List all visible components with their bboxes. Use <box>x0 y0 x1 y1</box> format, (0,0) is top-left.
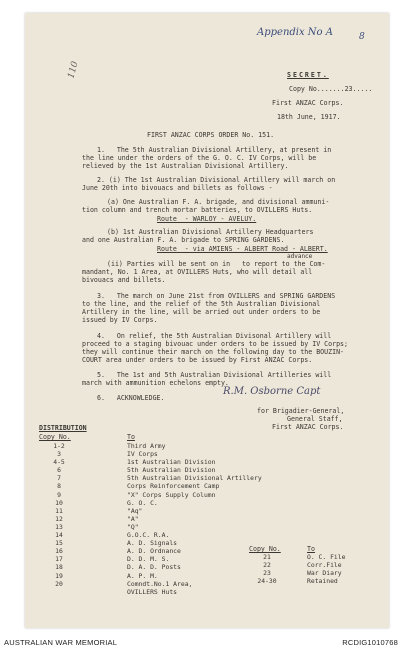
distribution-list-numbers <box>39 442 79 588</box>
list-item: Third Army <box>127 442 166 450</box>
para-4-line-2: proceed to a staging bivouac under orders to be issued by IV Corps; <box>82 340 348 348</box>
table-row: 24-30 <box>257 577 277 586</box>
para-2ii-line-1: (ii) Parties will be sent on in to report to the Com- <box>107 260 326 268</box>
signature-line-1: for Brigadier-General, <box>257 407 345 415</box>
para-3-line-4: issued by IV Corps. <box>82 316 158 324</box>
document-page <box>25 13 389 628</box>
list-item: "Q" <box>127 522 139 531</box>
distribution-list2-recipients <box>307 553 345 585</box>
table-row: 8 <box>57 482 61 491</box>
copy-number: Copy No.......23..... <box>289 85 373 93</box>
list-item: A. D. Signals <box>127 539 178 548</box>
classification: SECRET. <box>287 71 329 79</box>
para-2-line-1: 2. (i) The 1st Australian Divisional Artillery will march on <box>97 176 336 184</box>
list-item: OVILLERS Huts <box>127 587 178 596</box>
list-item: Comndt.No.1 Area, <box>127 579 193 588</box>
list-item: "X" Corps Supply Column <box>127 490 216 499</box>
list-item: IV Corps <box>127 450 158 459</box>
signature-line-3: First ANZAC Corps. <box>272 423 344 431</box>
footer-institution: AUSTRALIAN WAR MEMORIAL <box>4 638 118 647</box>
appendix-annotation: Appendix No A <box>257 27 333 38</box>
footer-record-id: RCDIG1010768 <box>342 638 398 647</box>
table-row: 18 <box>55 563 63 572</box>
list-item: Retained <box>307 577 338 586</box>
table-row: 23 <box>263 569 271 578</box>
distribution-col2-to: To <box>307 545 315 553</box>
list-item: A. D. Ordnance <box>127 547 181 556</box>
para-2b-route: Route - via AMIENS - ALBERT Road - ALBERT. <box>157 245 328 253</box>
table-row: 1-2 <box>53 442 65 450</box>
para-1-line-3: relieved by the 1st Australian Divisional Artillery. <box>82 162 289 170</box>
table-row: 19 <box>55 571 63 580</box>
distribution-col-copy: Copy No. <box>39 433 71 441</box>
para-6-acknowledge: 6. ACKNOWLEDGE. <box>97 394 165 402</box>
distribution-col2-copy: Copy No. <box>249 545 281 553</box>
folio-number: 110 <box>66 60 81 80</box>
table-row: 6 <box>57 466 61 475</box>
list-item: G. O. C. <box>127 498 158 507</box>
order-date: 18th June, 1917. <box>277 113 341 121</box>
para-4-line-1: 4. On relief, the 5th Australian Divisonal Artillery will <box>97 332 332 340</box>
para-2ii-line-3: bivouacs and billets. <box>82 276 166 284</box>
list-item: G.O.C. R.A. <box>127 531 170 540</box>
list-item: O. C. File <box>307 553 346 561</box>
table-row: 11 <box>55 506 63 515</box>
table-row: 21 <box>263 553 271 561</box>
para-2ii-line-2: mandant, No. 1 Area, at OVILLERS Huts, who will detail all <box>82 268 313 276</box>
para-3-line-3: Artillery in the line, will be arried out under orders to be <box>82 308 321 316</box>
order-title: FIRST ANZAC CORPS ORDER No. 151. <box>147 131 275 139</box>
table-row: 7 <box>57 474 61 483</box>
distribution-col-to: To <box>127 433 135 441</box>
table-row: 14 <box>55 531 63 540</box>
distribution-list2-numbers <box>247 553 287 585</box>
list-item: Corps Reinforcement Camp <box>127 482 220 491</box>
table-row: 16 <box>55 547 63 556</box>
table-row: 10 <box>55 498 63 507</box>
para-3-line-2: to the line, and the relief of the 5th Australian Divisional <box>82 300 321 308</box>
table-row: 3 <box>57 450 61 459</box>
para-2-line-2: June 20th into bivouacs and billets as follows - <box>82 184 273 192</box>
para-4-line-4: COURT area under orders to be issued by First ANZAC Corps. <box>82 356 313 364</box>
list-item: "Aq" <box>127 506 143 515</box>
para-2b-line-2: and one Australian F. A. brigade to SPRING GARDENS. <box>82 236 285 244</box>
list-item: D. A. D. Posts <box>127 563 181 572</box>
formation-name: First ANZAC Corps. <box>272 99 344 107</box>
para-5-line-2: march with ammunition echelons empty. <box>82 379 229 387</box>
list-item: 5th Australian Divisional Artillery <box>127 474 262 483</box>
handwritten-signature: R.M. Osborne Capt <box>223 386 321 397</box>
para-2a-line-1: (a) One Australian F. A. brigade, and divisional ammuni- <box>107 198 330 206</box>
distribution-heading: DISTRIBUTION <box>39 424 87 432</box>
para-2a-route: Route - WARLOY - AVELUY. <box>157 215 257 223</box>
distribution-list-recipients <box>127 442 262 596</box>
list-item: "A" <box>127 514 139 523</box>
table-row: 9 <box>57 490 61 499</box>
list-item: D. D. M. S. <box>127 555 170 564</box>
page-number-annotation: 8 <box>359 32 365 42</box>
para-3-line-1: 3. The march on June 21st from OVILLERS and SPRING GARDENS <box>97 292 336 300</box>
para-5-line-1: 5. The 1st and 5th Australian Divisional Artilleries will <box>97 371 332 379</box>
list-item: 5th Australian Division <box>127 466 216 475</box>
list-item: Corr.File <box>307 561 342 570</box>
para-2b-line-1: (b) 1st Australian Divisional Artillery Headquarters <box>107 228 314 236</box>
signature-line-2: General Staff, <box>287 415 343 423</box>
list-item: War Diary <box>307 569 342 578</box>
para-4-line-3: they will continue their march on the following day to the BOUZIN- <box>82 348 345 356</box>
table-row: 4-5 <box>53 458 65 467</box>
list-item: A. P. M. <box>127 571 158 580</box>
para-1-line-1: 1. The 5th Australian Divisional Artillery, at present in <box>97 146 332 154</box>
table-row: 15 <box>55 539 63 548</box>
list-item: 1st Australian Division <box>127 458 216 467</box>
table-row: 17 <box>55 555 63 564</box>
para-2a-line-2: tion column and trench mortar batteries, to OVILLERS Huts. <box>82 206 313 214</box>
handwritten-insert-advance: advance <box>287 253 313 260</box>
table-row: 13 <box>55 522 63 531</box>
table-row: 12 <box>55 514 63 523</box>
table-row: 20 <box>55 579 63 588</box>
table-row: 22 <box>263 561 271 570</box>
para-1-line-2: the line under the orders of the G. O. C. IV Corps, will be <box>82 154 317 162</box>
